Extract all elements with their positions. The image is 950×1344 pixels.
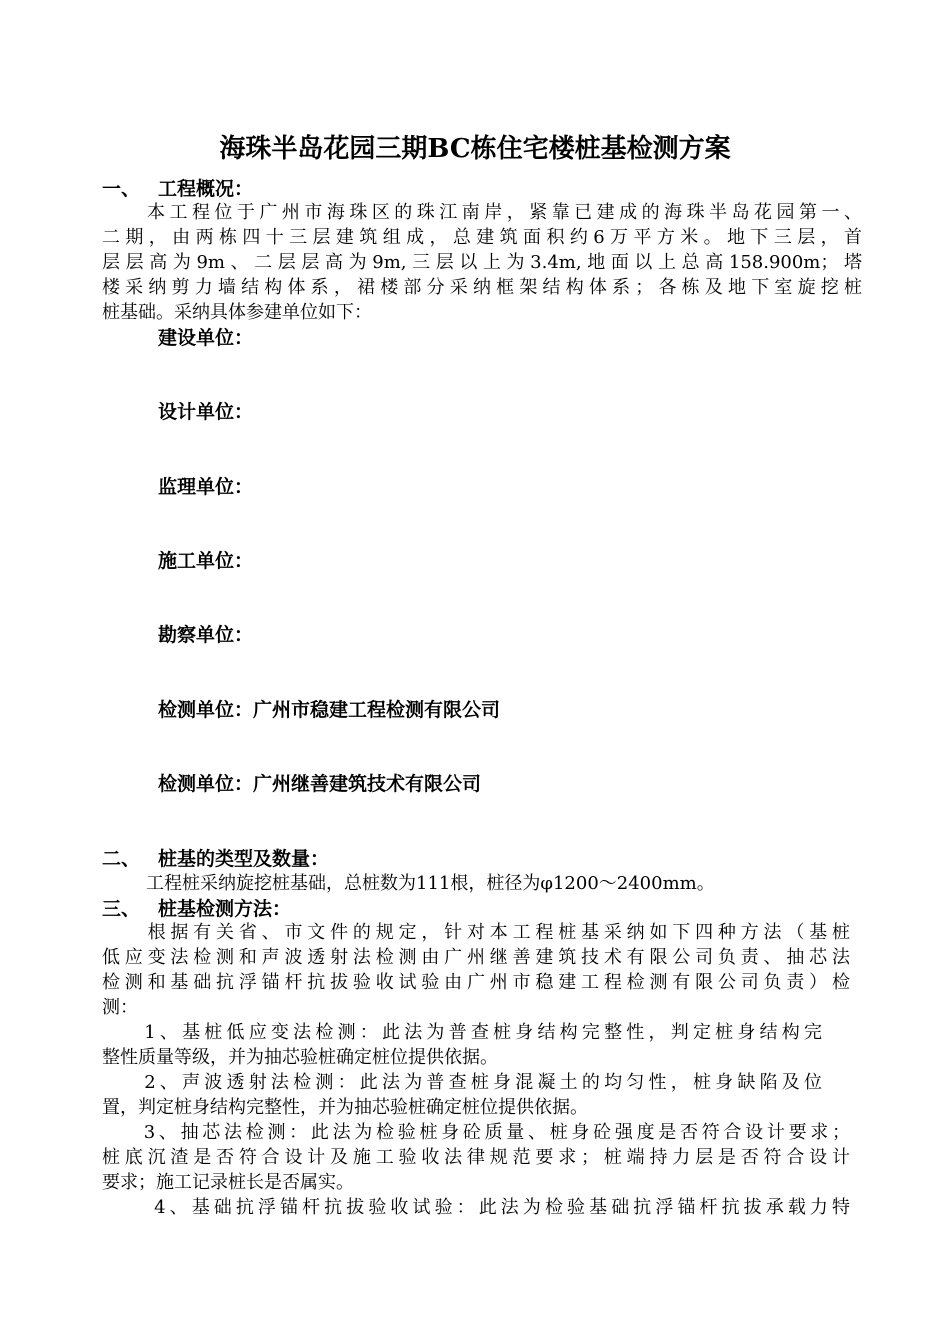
unit-construction: [158, 326, 253, 350]
body-line: 1、基桩低应变法检测：此法为普查桩身结构完整性，判定桩身结构完: [122, 1022, 822, 1043]
section-3-heading: [102, 897, 291, 921]
section-3-intro: [102, 920, 850, 1020]
method-item-4: [112, 1195, 850, 1220]
body-line: 本工程位于广州市海珠区的珠江南岸，紧靠已建成的海珠半岛花园第一、: [102, 202, 862, 223]
section-3-title: 桩基检测方法：: [158, 898, 292, 920]
unit-label: 施工单位：: [158, 550, 254, 572]
body-line: 4、基础抗浮锚杆抗拔验收试验：此法为检验基础抗浮锚杆抗拔承载力特: [132, 1197, 850, 1218]
unit-value: 广州继善建筑技术有限公司: [253, 773, 482, 795]
body-line: 桩底沉渣是否符合设计及施工验收法律规范要求；桩端持力层是否符合设计: [102, 1147, 850, 1168]
body-line: 置，判定桩身结构完整性，并为抽芯验桩确定桩位提供依据。: [102, 1097, 588, 1118]
body-line: 二期，由两栋四十三层建筑组成，总建筑面积约6万平方米。地下三层，首: [102, 227, 862, 248]
method-item-2: [102, 1070, 822, 1120]
unit-label: 监理单位：: [158, 476, 254, 498]
section-2-heading: [102, 847, 329, 871]
section-2-number: 二、: [102, 848, 141, 870]
body-line: 要求；施工记录桩长是否属实。: [102, 1172, 354, 1193]
body-line: 根据有关省、市文件的规定，针对本工程桩基采纳如下四种方法（基桩: [102, 922, 850, 943]
unit-label: 检测单位：: [158, 699, 254, 721]
unit-label: 勘察单位：: [158, 624, 254, 646]
body-line: 层层高为9m、二层层高为9m,三层以上为3.4m,地面以上总高158.900m；塔: [102, 252, 862, 273]
section-1-heading: [102, 177, 253, 201]
section-2-body: [146, 871, 846, 896]
section-1-body: [102, 200, 862, 325]
unit-supervision: [158, 475, 253, 499]
body-line: 测：: [102, 997, 138, 1018]
body-line: 2、声波透射法检测：此法为普查桩身混凝土的均匀性，桩身缺陷及位: [122, 1072, 822, 1093]
unit-testing-1: [158, 698, 500, 722]
body-line: 工程桩采纳旋挖桩基础，总桩数为111根，桩径为φ1200～2400mm。: [146, 873, 715, 894]
unit-value: 广州市稳建工程检测有限公司: [253, 699, 501, 721]
method-item-3: [102, 1120, 850, 1195]
body-line: 检测和基础抗浮锚杆抗拔验收试验由广州市稳建工程检测有限公司负责）检: [102, 972, 850, 993]
unit-design: [158, 400, 253, 424]
unit-survey: [158, 623, 253, 647]
body-line: 3、抽芯法检测：此法为检验桩身砼质量、桩身砼强度是否符合设计要求；: [122, 1122, 850, 1143]
section-1-title: 工程概况：: [158, 178, 254, 200]
body-line: 低应变法检测和声波透射法检测由广州继善建筑技术有限公司负责、抽芯法: [102, 947, 850, 968]
section-3-number: 三、: [102, 898, 141, 920]
body-line: 整性质量等级，并为抽芯验桩确定桩位提供依据。: [102, 1047, 498, 1068]
document-title: 海珠半岛花园三期BC栋住宅楼桩基检测方案: [219, 134, 731, 164]
unit-label: 建设单位：: [158, 327, 254, 349]
section-2-title: 桩基的类型及数量：: [158, 848, 330, 870]
unit-testing-2: [158, 772, 481, 796]
unit-contractor: [158, 549, 253, 573]
body-line: 桩基础。采纳具体参建单位如下：: [102, 302, 372, 323]
method-item-1: [102, 1020, 822, 1070]
body-line: 楼采纳剪力墙结构体系，裙楼部分采纳框架结构体系；各栋及地下室旋挖桩: [102, 277, 862, 298]
section-1-number: 一、: [102, 178, 141, 200]
unit-label: 检测单位：: [158, 773, 254, 795]
unit-label: 设计单位：: [158, 401, 254, 423]
